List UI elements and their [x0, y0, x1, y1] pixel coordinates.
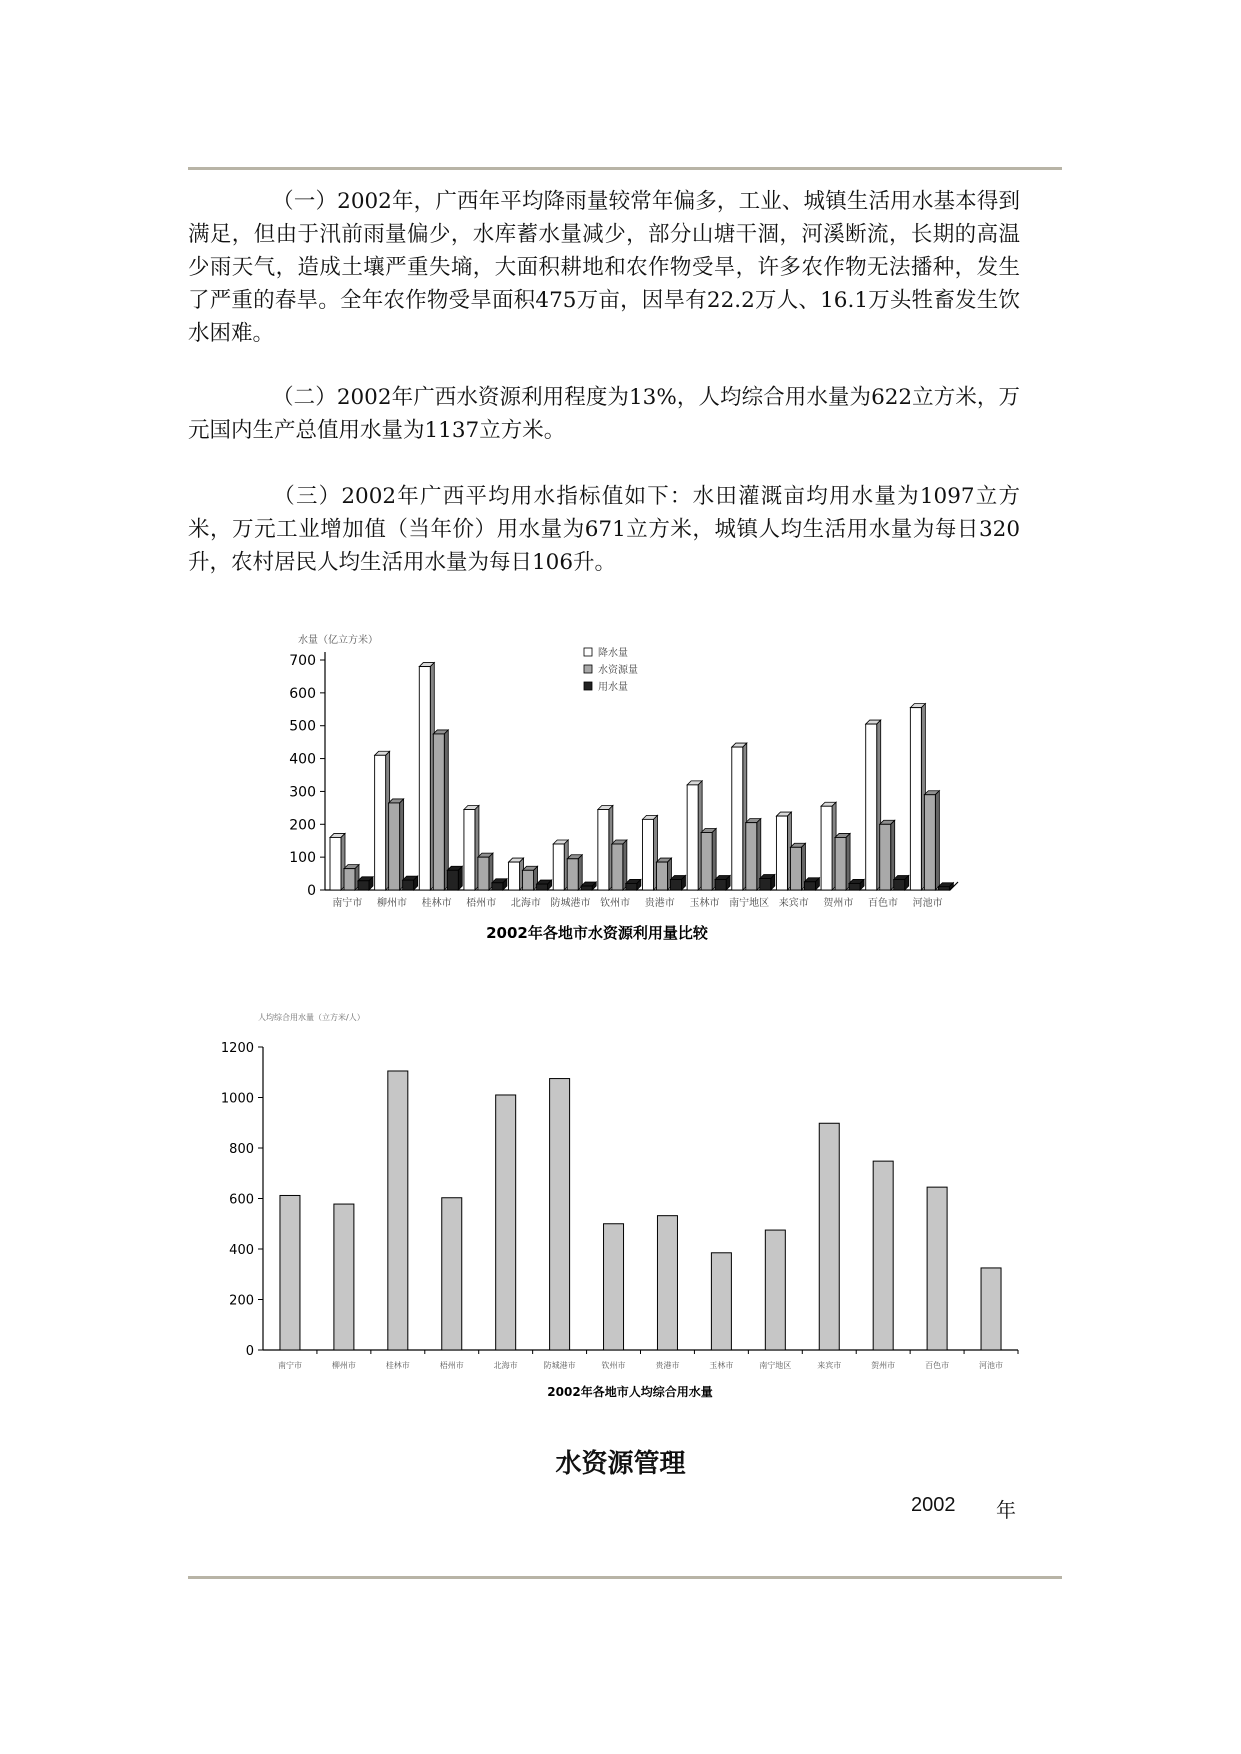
x-tick-label: 贵港市: [655, 1361, 680, 1370]
x-tick-label: 玉林市: [709, 1361, 734, 1370]
x-tick-label: 南宁地区: [729, 898, 770, 909]
x-tick-label: 梧州市: [439, 1361, 464, 1370]
x-tick-label: 防城港市: [550, 898, 591, 909]
y-tick-label: 200: [229, 1293, 254, 1309]
x-tick-label: 桂林市: [385, 1361, 410, 1370]
chart-title: 2002年各地市人均综合用水量: [547, 1385, 713, 1399]
y-tick-label: 600: [229, 1192, 254, 1208]
bar: [280, 1195, 300, 1350]
y-tick-label: 400: [289, 751, 316, 768]
x-tick-label: 钦州市: [600, 898, 631, 909]
bar: [873, 1161, 893, 1350]
y-axis-title: 人均综合用水量（立方米/人）: [258, 1013, 365, 1022]
x-tick-label: 柳州市: [331, 1361, 356, 1370]
bar: [550, 1079, 570, 1350]
year-suffix: 年: [996, 1500, 1016, 1522]
bar: [442, 1198, 462, 1350]
paragraph-water-indicators: （三）2002年广西平均用水指标值如下：水田灌溉亩均用水量为1097立方米，万元工业增加值（当年价）用水量为671立方米，城镇人均生活用水量为每日320升，农村居民人均生活用水量为每日106升。: [188, 484, 1020, 575]
x-tick-label: 百色市: [925, 1361, 950, 1370]
x-tick-label: 北海市: [493, 1361, 518, 1370]
x-tick-label: 南宁地区: [759, 1361, 792, 1370]
y-tick-label: 300: [289, 784, 316, 801]
x-tick-label: 贺州市: [871, 1361, 896, 1370]
x-tick-label: 百色市: [868, 898, 899, 909]
bar: [604, 1224, 624, 1350]
bar: [388, 1071, 408, 1350]
x-tick-label: 贺州市: [823, 898, 854, 909]
legend-label: 用水量: [598, 682, 628, 693]
chart-title: 2002年各地市水资源利用量比较: [486, 924, 708, 942]
bottom-divider: [188, 1576, 1062, 1579]
bar: [711, 1253, 731, 1350]
legend-label: 水资源量: [598, 665, 638, 676]
y-tick-label: 1200: [220, 1041, 254, 1056]
y-tick-label: 1000: [220, 1091, 254, 1107]
legend-label: 降水量: [598, 648, 628, 659]
y-tick-label: 800: [229, 1142, 254, 1157]
paragraph-utilization: （二）2002年广西水资源利用程度为13%，人均综合用水量为622立方米，万元国内生产总值用水量为1137立方米。: [188, 385, 1020, 443]
x-tick-label: 来宾市: [817, 1361, 842, 1370]
bar: [819, 1123, 839, 1350]
year-number: 2002: [911, 1494, 956, 1516]
x-tick-label: 防城港市: [543, 1361, 576, 1370]
y-axis-title: 水量（亿立方米）: [298, 635, 378, 646]
x-tick-label: 来宾市: [778, 898, 809, 909]
x-tick-label: 南宁市: [332, 898, 363, 909]
x-tick-label: 南宁市: [277, 1361, 302, 1370]
y-tick-label: 0: [307, 883, 316, 899]
y-tick-label: 100: [289, 850, 316, 867]
bar: [657, 1216, 677, 1350]
bar: [765, 1230, 785, 1350]
bar: [981, 1268, 1001, 1350]
y-tick-label: 600: [289, 685, 316, 702]
y-tick-label: 500: [289, 718, 316, 735]
x-tick-label: 贵港市: [644, 898, 675, 909]
bar: [334, 1204, 354, 1350]
bar: [927, 1187, 947, 1350]
paragraph-drought: （一）2002年，广西年平均降雨量较常年偏多，工业、城镇生活用水基本得到满足，但由于汛前雨量偏少，水库蓄水量减少，部分山塘干涸，河溪断流，长期的高温少雨天气，造成土壤严重失墒，大面积耕地和农作物受旱，许多农作物无法播种，发生了严重的春旱。全年农作物受旱面积475万亩，因旱有22.2万人、16.1万头牲畜发生饮水困难。: [188, 189, 1020, 346]
section-heading: 水资源管理: [555, 1449, 686, 1479]
y-tick-label: 0: [245, 1344, 254, 1359]
x-tick-label: 河池市: [912, 898, 943, 909]
x-tick-label: 桂林市: [421, 898, 452, 909]
x-tick-label: 北海市: [510, 898, 541, 909]
x-tick-label: 梧州市: [466, 898, 497, 909]
x-tick-label: 玉林市: [689, 898, 720, 909]
x-tick-label: 柳州市: [376, 898, 407, 909]
bar: [496, 1095, 516, 1350]
x-tick-label: 河池市: [979, 1361, 1004, 1370]
y-tick-label: 200: [289, 817, 316, 834]
y-tick-label: 400: [229, 1243, 254, 1258]
x-tick-label: 钦州市: [601, 1361, 626, 1370]
y-tick-label: 700: [289, 653, 316, 669]
